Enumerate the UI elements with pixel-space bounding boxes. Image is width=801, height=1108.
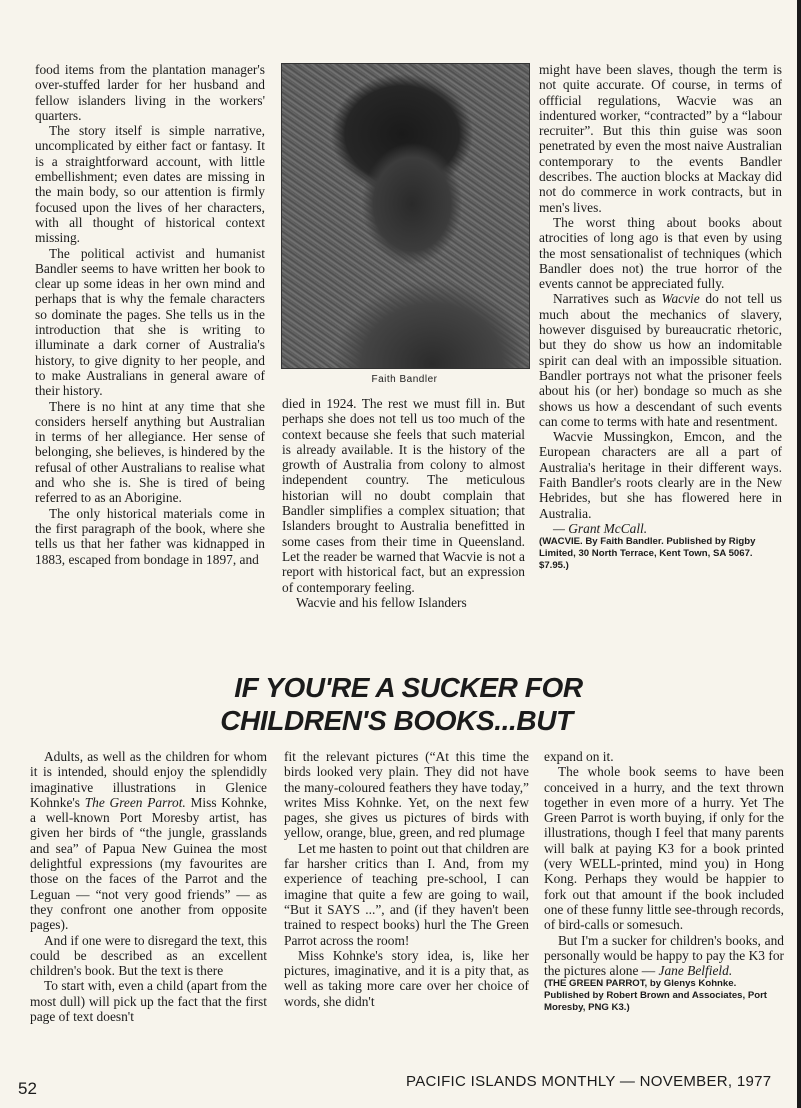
paragraph: There is no hint at any time that she considers herself anything but Australian in terms of her allegiance. Her sense of belonging, she believes, is hindered by the refusal of other Australians to realise what and who she is. She is tired of being referred to as an Aborigine. xyxy=(35,398,265,506)
paragraph: Wacvie and his fellow Islanders xyxy=(296,594,467,610)
book-title: Wacvie xyxy=(661,291,700,307)
paragraph: died in 1924. The rest we must fill in. But perhaps she does not tell us too much of the context because she feels that such material is already available. It is the history of the growth of Australia from colony to almost independent country. The meticulous historian will no doubt complain that Bandler simplifies a complex situation; that Islanders brought to Australia benefitted in some cases from their time in Queensland. Let the reader be warned that Wacvie is not a report with historical fact, but an expression of contemporary feeling. xyxy=(282,396,525,595)
paragraph: expand on it. xyxy=(544,749,614,764)
paragraph: The political activist and humanist Bandler seems to have written her book to clear up some ideas in her own mind and perhaps that is why the female characters so dominate the pages. She tells us in the introduction that she is writing to illuminate a dark corner of Australia's history, to give dignity to her people, and to make Australians in general aware of their history. xyxy=(35,245,265,399)
paragraph: food items from the plantation manager's over-stuffed larder for her husband and fellow islanders living in the workers' quarters. xyxy=(35,62,265,123)
author-photo xyxy=(281,63,530,369)
paragraph: Miss Kohnke's story idea, is, like her pictures, imaginative, and it is a pity that, as well as taking more care over her choice of words, she didn't xyxy=(284,947,529,1009)
column-4 xyxy=(30,749,267,1024)
text: Narratives such as xyxy=(553,291,662,307)
column-5 xyxy=(284,749,529,1009)
paragraph xyxy=(30,749,267,933)
page-edge xyxy=(797,0,801,1108)
text: But I'm a sucker for children's books, and personally would be happy to pay the K3 for the pictures alone — xyxy=(544,932,784,979)
paragraph: And if one were to disregard the text, this could be described as an excellent children's book. But the text is there xyxy=(30,932,267,979)
paragraph xyxy=(544,933,784,979)
column-3 xyxy=(539,62,782,572)
headline-line-2: CHILDREN'S BOOKS...BUT xyxy=(220,705,573,736)
photo-caption: Faith Bandler xyxy=(371,374,438,385)
publication-footer: PACIFIC ISLANDS MONTHLY — NOVEMBER, 1977 xyxy=(406,1073,772,1090)
column-6 xyxy=(544,749,784,1014)
headline-line-1: IF YOU'RE A SUCKER FOR xyxy=(234,672,583,703)
paragraph: To start with, even a child (apart from the most dull) will pick up the fact that the first page of text doesn't xyxy=(30,978,267,1025)
text: Miss Kohnke, a well-known Port Moresby artist, has given her birds of “the jungle, grasslands and sea” of Papua New Guinea the most delightful expressions (my favourites are those on the faces of the Parrot and the Leguan — “not very good friends” — as they confront one another from opposite pages). xyxy=(30,794,267,933)
text: do not tell us much about the mechanics of slavery, however disguised by bureaucratic rhetoric, but they do show us how an indomitable spirit can deal with an impossible situation. Bandler portrays not what the prisoner feels about his (or her) bondage so much as she shows us how a descendant of such events can come to terms with hate and resentment. xyxy=(539,291,782,429)
paragraph: The only historical materials come in the first paragraph of the book, where she tells us that her father was kidnapped in 1883, escaped from bondage in 1897, and xyxy=(35,505,265,567)
paragraph: Wacvie Mussingkon, Emcon, and the European characters are all a part of Australia's heritage in their different ways. Faith Bandler's roots clearly are in the New Hebrides, but she has flowered here in Australia. xyxy=(539,429,782,521)
paragraph: Let me hasten to point out that children are far harsher critics than I. And, from my experience of teaching pre-school, I can imagine that quite a few are going to wail, “But it SAYS ...”, and (if they haven't been trained to respect books) hurl the The Green Parrot across the room! xyxy=(284,840,529,948)
reviewer-byline: Jane Belfield. xyxy=(658,963,733,979)
text: Adults, as well as the children for whom it is intended, should enjoy the splendidly imaginative illustrations in Glenice Kohnke's xyxy=(30,749,267,810)
paragraph: The whole book seems to have been conceived in a hurry, and the text thrown together in even more of a hurry. Yet The Green Parrot is worth buying, if only for the illustrations, though I feel that many parents will balk at paying K3 for a book printed (very WELL-printed, mind you) in Hong Kong. Perhaps they would be happier to fork out that amount if the book included one of these funny little see-through records, of bird-calls or somesuch. xyxy=(544,764,784,933)
column-1 xyxy=(35,62,265,567)
paragraph: fit the relevant pictures (“At this time the birds looked very plain. They did not have the many-coloured feathers they have today,” writes Miss Kohnke. Yet, on the next few pages, she gives us pictures of birds with yellow, orange, blue, green, and red plumage xyxy=(284,749,529,841)
paragraph xyxy=(539,291,782,429)
column-2 xyxy=(282,396,525,610)
paragraph: The story itself is simple narrative, uncomplicated by either fact or fantasy. It is a straightforward account, with little embellishment; even dates are missing in the main body, so our attention is firmly focused upon the lives of her characters, with all thought of historical context missing. xyxy=(35,123,265,246)
paragraph: might have been slaves, though the term is not quite accurate. Of course, in terms of offficial regulations, Wacvie was an indentured worker, “contracted” by a “labour recruiter”. But this thin guise was soon penetrated by even the most naive Australian contemporary to the events Bandler describes. The auction blocks at Mackay did not do commerce in work contracts, but in men's lives. xyxy=(539,62,782,215)
book-title: The Green Parrot. xyxy=(84,794,186,810)
book-credit: (WACVIE. By Faith Bandler. Published by Rigby Limited, 30 North Terrace, Kent Town, SA 5067. $7.95.) xyxy=(539,536,756,572)
page-number: 52 xyxy=(18,1079,37,1098)
paragraph: The worst thing about books about atrocities of long ago is that even by using the most sensationalist of techniques (which Bandler does not) the true horror of the events cannot be appreciated fully. xyxy=(539,214,782,292)
reviewer-byline: — Grant McCall. xyxy=(553,520,648,536)
book-credit: (THE GREEN PARROT, by Glenys Kohnke. Published by Robert Brown and Associates, Port Moresby, PNG K3.) xyxy=(544,978,768,1014)
